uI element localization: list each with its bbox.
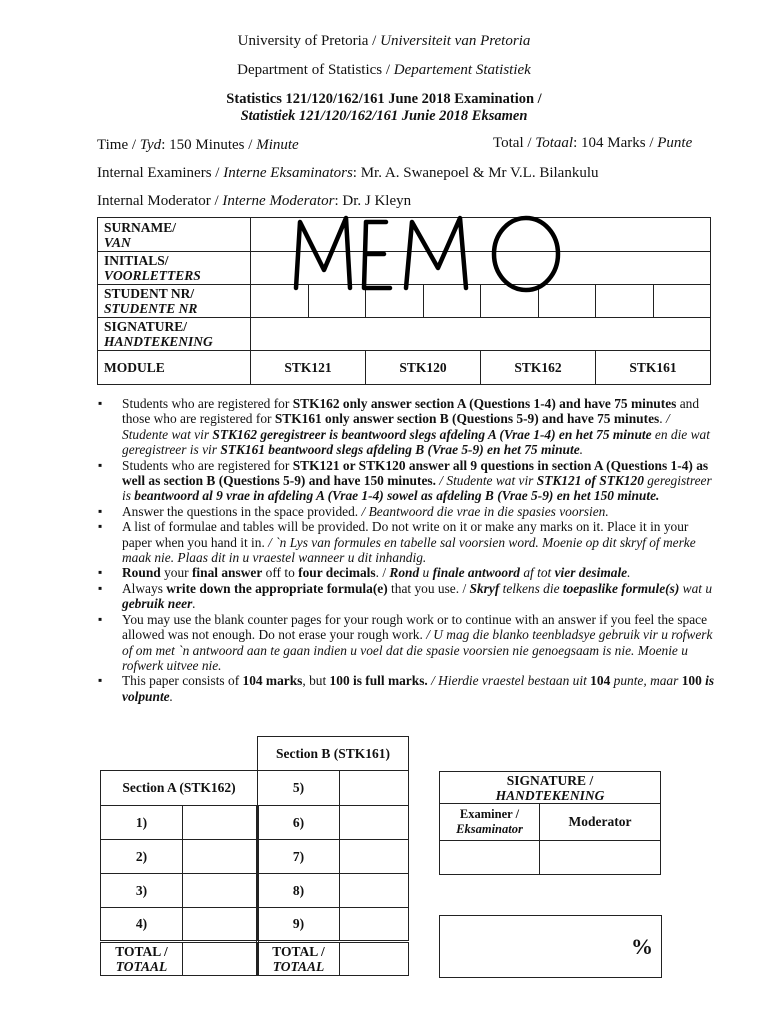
section-a-title: Section A (STK162) [101, 771, 258, 806]
moderator-line: Internal Moderator / Interne Moderator: Dr. J Kleyn [97, 193, 412, 209]
total-line: Total / Totaal: 104 Marks / Punte [493, 135, 693, 151]
section-b-table [257, 736, 409, 976]
question-5-label: 5) [258, 771, 340, 806]
question-6-label: 6) [258, 806, 340, 840]
question-9-mark[interactable] [340, 908, 409, 942]
section-a-total-label: TOTAL / TOTAAL [101, 942, 183, 976]
question-6-mark[interactable] [340, 806, 409, 840]
percent-sign: % [631, 934, 653, 959]
examiners-line: Internal Examiners / Interne Eksaminators: Mr. A. Swanepoel & Mr V.L. Bilankulu [97, 165, 599, 181]
question-1-label: 1) [101, 806, 183, 840]
signature-label: SIGNATURE/ HANDTEKENING [98, 318, 251, 351]
exam-title: Statistics 121/120/162/161 June 2018 Examination / [226, 91, 542, 107]
question-2-mark[interactable] [183, 840, 258, 874]
section-b-title: Section B (STK161) [258, 737, 409, 771]
moderator-label: Moderator [540, 804, 661, 841]
exam-title-af: Statistiek 121/120/162/161 Junie 2018 Eksamen [240, 108, 528, 124]
instruction-2: ▪ Students who are registered for STK121 or STK120 answer all 9 questions in section A (Questions 1-4) as well as section B (Questions 5-9) and have 150 minutes. / Studente wat vir STK121 of STK120 geregistreer is beantwoord al 9 vrae in afdeling A (Vrae 1-4) sowel as afdeling B (Vrae 5-9) en het 150 minute. [98, 458, 718, 504]
module-label: MODULE [98, 351, 251, 385]
percentage-box[interactable] [439, 915, 662, 978]
question-4-label: 4) [101, 908, 183, 942]
instructions-list [98, 396, 718, 704]
question-8-label: 8) [258, 874, 340, 908]
question-3-mark[interactable] [183, 874, 258, 908]
question-4-mark[interactable] [183, 908, 258, 942]
initials-label: INITIALS/ VOORLETTERS [98, 252, 251, 285]
examiner-label: Examiner / Eksaminator [440, 804, 540, 841]
instruction-6: ▪ Always write down the appropriate formula(e) that you use. / Skryf telkens die toepaslike formule(s) wat u gebruik neer. [98, 581, 718, 612]
university-line: University of Pretoria / Universiteit van Pretoria [237, 33, 531, 49]
question-2-label: 2) [101, 840, 183, 874]
moderator-signature-field[interactable] [540, 841, 661, 875]
instruction-4: ▪ A list of formulae and tables will be provided. Do not write on it or make any marks on it. Place it in your paper when you hand it in. / `n Lys van formules en tabelle sal voorsien word. Moenie op dit skryf of merke maak nie. Plaas dit in u vraestel wanneer u dit inhandig. [98, 519, 718, 565]
section-b-total-mark[interactable] [340, 942, 409, 976]
student-nr-label: STUDENT NR/ STUDENTE NR [98, 285, 251, 318]
instruction-8: ▪ This paper consists of 104 marks, but 100 is full marks. / Hierdie vraestel bestaan uit 104 punte, maar 100 is volpunte. [98, 673, 718, 704]
signature-field[interactable] [251, 318, 711, 351]
instruction-5: ▪ Round your final answer off to four decimals. / Rond u finale antwoord af tot vier desimale. [98, 565, 718, 580]
instruction-3: ▪ Answer the questions in the space provided. / Beantwoord die vrae in die spasies voorsien. [98, 504, 718, 519]
instruction-1: ▪ Students who are registered for STK162 only answer section A (Questions 1-4) and have 75 minutes and those who are registered for STK161 only answer section B (Questions 5-9) and have 75 minutes. / Studente wat vir STK162 geregistreer is beantwoord slegs afdeling A (Vrae 1-4) en het 75 minute en die wat geregistreer is vir STK161 beantwoord slegs afdeling B (Vrae 5-9) en het 75 minute. [98, 396, 718, 458]
examiner-signature-field[interactable] [440, 841, 540, 875]
question-1-mark[interactable] [183, 806, 258, 840]
question-3-label: 3) [101, 874, 183, 908]
signature-box [439, 771, 661, 875]
section-a-table [100, 770, 259, 976]
module-stk121[interactable]: STK121 [251, 351, 366, 385]
section-a-total-mark[interactable] [183, 942, 258, 976]
module-stk120[interactable]: STK120 [366, 351, 481, 385]
section-b-total-label: TOTAL / TOTAAL [258, 942, 340, 976]
time-line: Time / Tyd: 150 Minutes / Minute [97, 137, 299, 153]
signature-box-title: SIGNATURE / HANDTEKENING [440, 772, 661, 804]
instruction-7: ▪ You may use the blank counter pages for your rough work or to continue with an answer if you feel the space allowed was not enough. Do not erase your rough work. / U mag die blanko teenbladsye gebruik vir u rofwerk of om met `n antwoord aan te gaan indien u voel dat die spasie voorsien nie genoegsaam is nie. Moenie u rofwerk uitvee nie. [98, 612, 718, 674]
question-8-mark[interactable] [340, 874, 409, 908]
memo-handwriting [288, 208, 578, 298]
question-7-label: 7) [258, 840, 340, 874]
module-stk162[interactable]: STK162 [481, 351, 596, 385]
question-7-mark[interactable] [340, 840, 409, 874]
surname-label: SURNAME/ VAN [98, 218, 251, 252]
question-5-mark[interactable] [340, 771, 409, 806]
department-line: Department of Statistics / Departement Statistiek [237, 62, 531, 78]
question-9-label: 9) [258, 908, 340, 942]
module-stk161[interactable]: STK161 [596, 351, 711, 385]
